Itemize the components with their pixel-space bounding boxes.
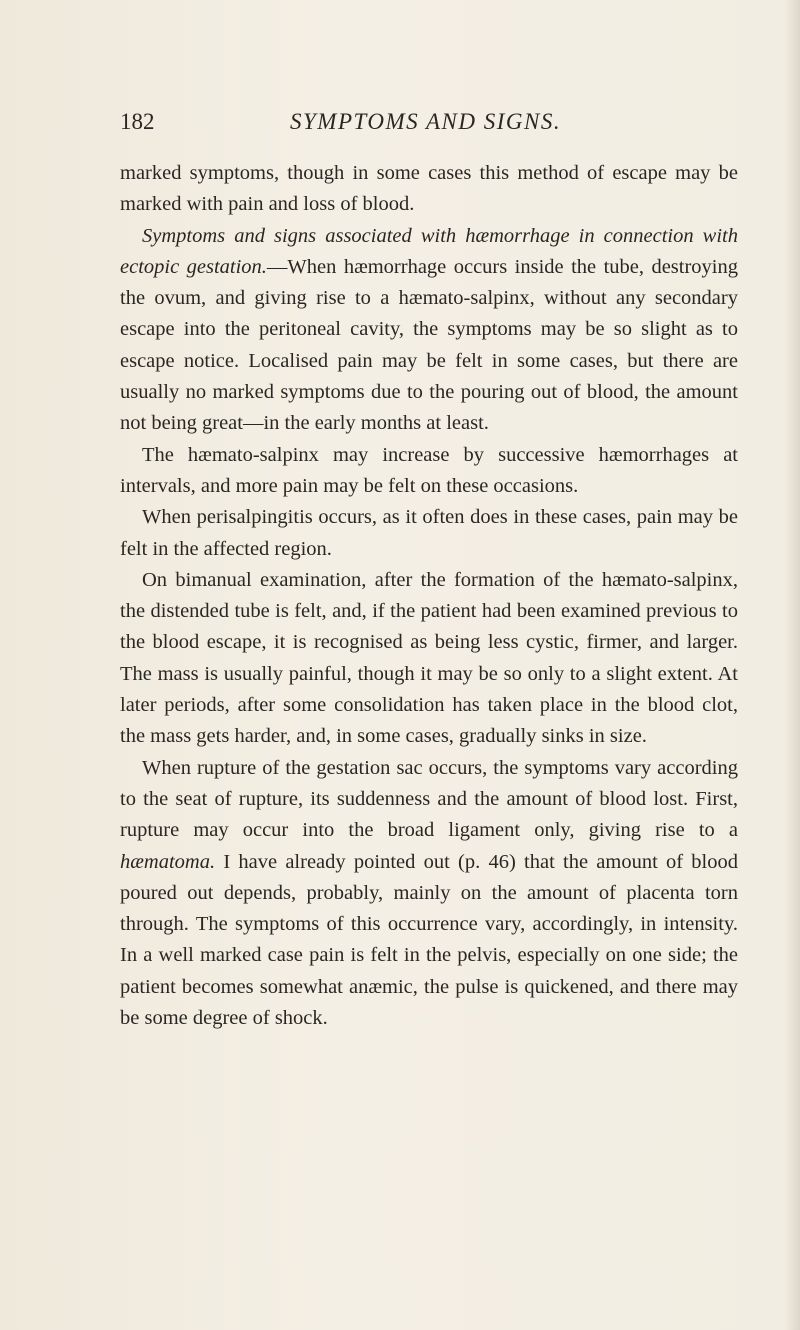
paragraph-text: When rupture of the gestation sac occurs, the symptoms vary according to the seat of rupture, its suddenness and the amount of blood lost. First, rupture may occur into the broad ligament only, giving rise to a	[120, 756, 738, 842]
paragraph-bimanual-examination	[120, 565, 738, 753]
paragraph-text: —When hæmorrhage occurs inside the tube, destroying the ovum, and giving rise to a hæmato-salpinx, without any secondary escape into the peritoneal cavity, the symptoms may be so slight as to escape notice. Localised pain may be felt in some cases, but there are usually no marked symptoms due to the pouring out of blood, the amount not being great—in the early months at least.	[120, 255, 738, 435]
page-edge-shadow	[784, 0, 800, 1330]
running-head: SYMPTOMS AND SIGNS.	[290, 109, 562, 134]
paragraph-hemato-salpinx	[120, 440, 738, 503]
paragraph-rupture	[120, 753, 738, 1035]
paragraph-continuation	[120, 158, 738, 221]
italic-term: hæmatoma.	[120, 850, 216, 873]
paragraph-text: The hæmato-salpinx may increase by successive hæmorrhages at intervals, and more pain may be felt on these occasions.	[120, 443, 738, 497]
body-text	[120, 158, 738, 1034]
paragraph-text: I have already pointed out (p. 46) that the amount of blood poured out depends, probably, mainly on the amount of placenta torn through. The symptoms of this occurrence vary, accordingly, in intensity. In a well marked case pain is felt in the pelvis, especially on one side; the patient becomes somewhat anæmic, the pulse is quickened, and there may be some degree of shock.	[120, 850, 738, 1030]
paragraph-text: On bimanual examination, after the formation of the hæmato-salpinx, the distended tube is felt, and, if the patient had been examined previous to the blood escape, it is recognised as being less cystic, firmer, and larger. The mass is usually painful, though it may be so only to a slight extent. At later periods, after some consolidation has taken place in the blood clot, the mass gets harder, and, in some cases, gradually sinks in size.	[120, 568, 738, 748]
page-number: 182	[120, 109, 155, 134]
paragraph-text: When perisalpingitis occurs, as it often does in these cases, pain may be felt in the affected region.	[120, 506, 738, 560]
section-heading-italic: Symptoms and signs associated with hæmorrhage in connection with ectopic gestation.	[120, 224, 738, 278]
paragraph-section-hemorrhage	[120, 221, 738, 440]
paragraph-text: marked symptoms, though in some cases this method of escape may be marked with pain and loss of blood.	[120, 162, 738, 216]
paragraph-perisalpingitis	[120, 502, 738, 565]
page-header	[120, 109, 740, 139]
